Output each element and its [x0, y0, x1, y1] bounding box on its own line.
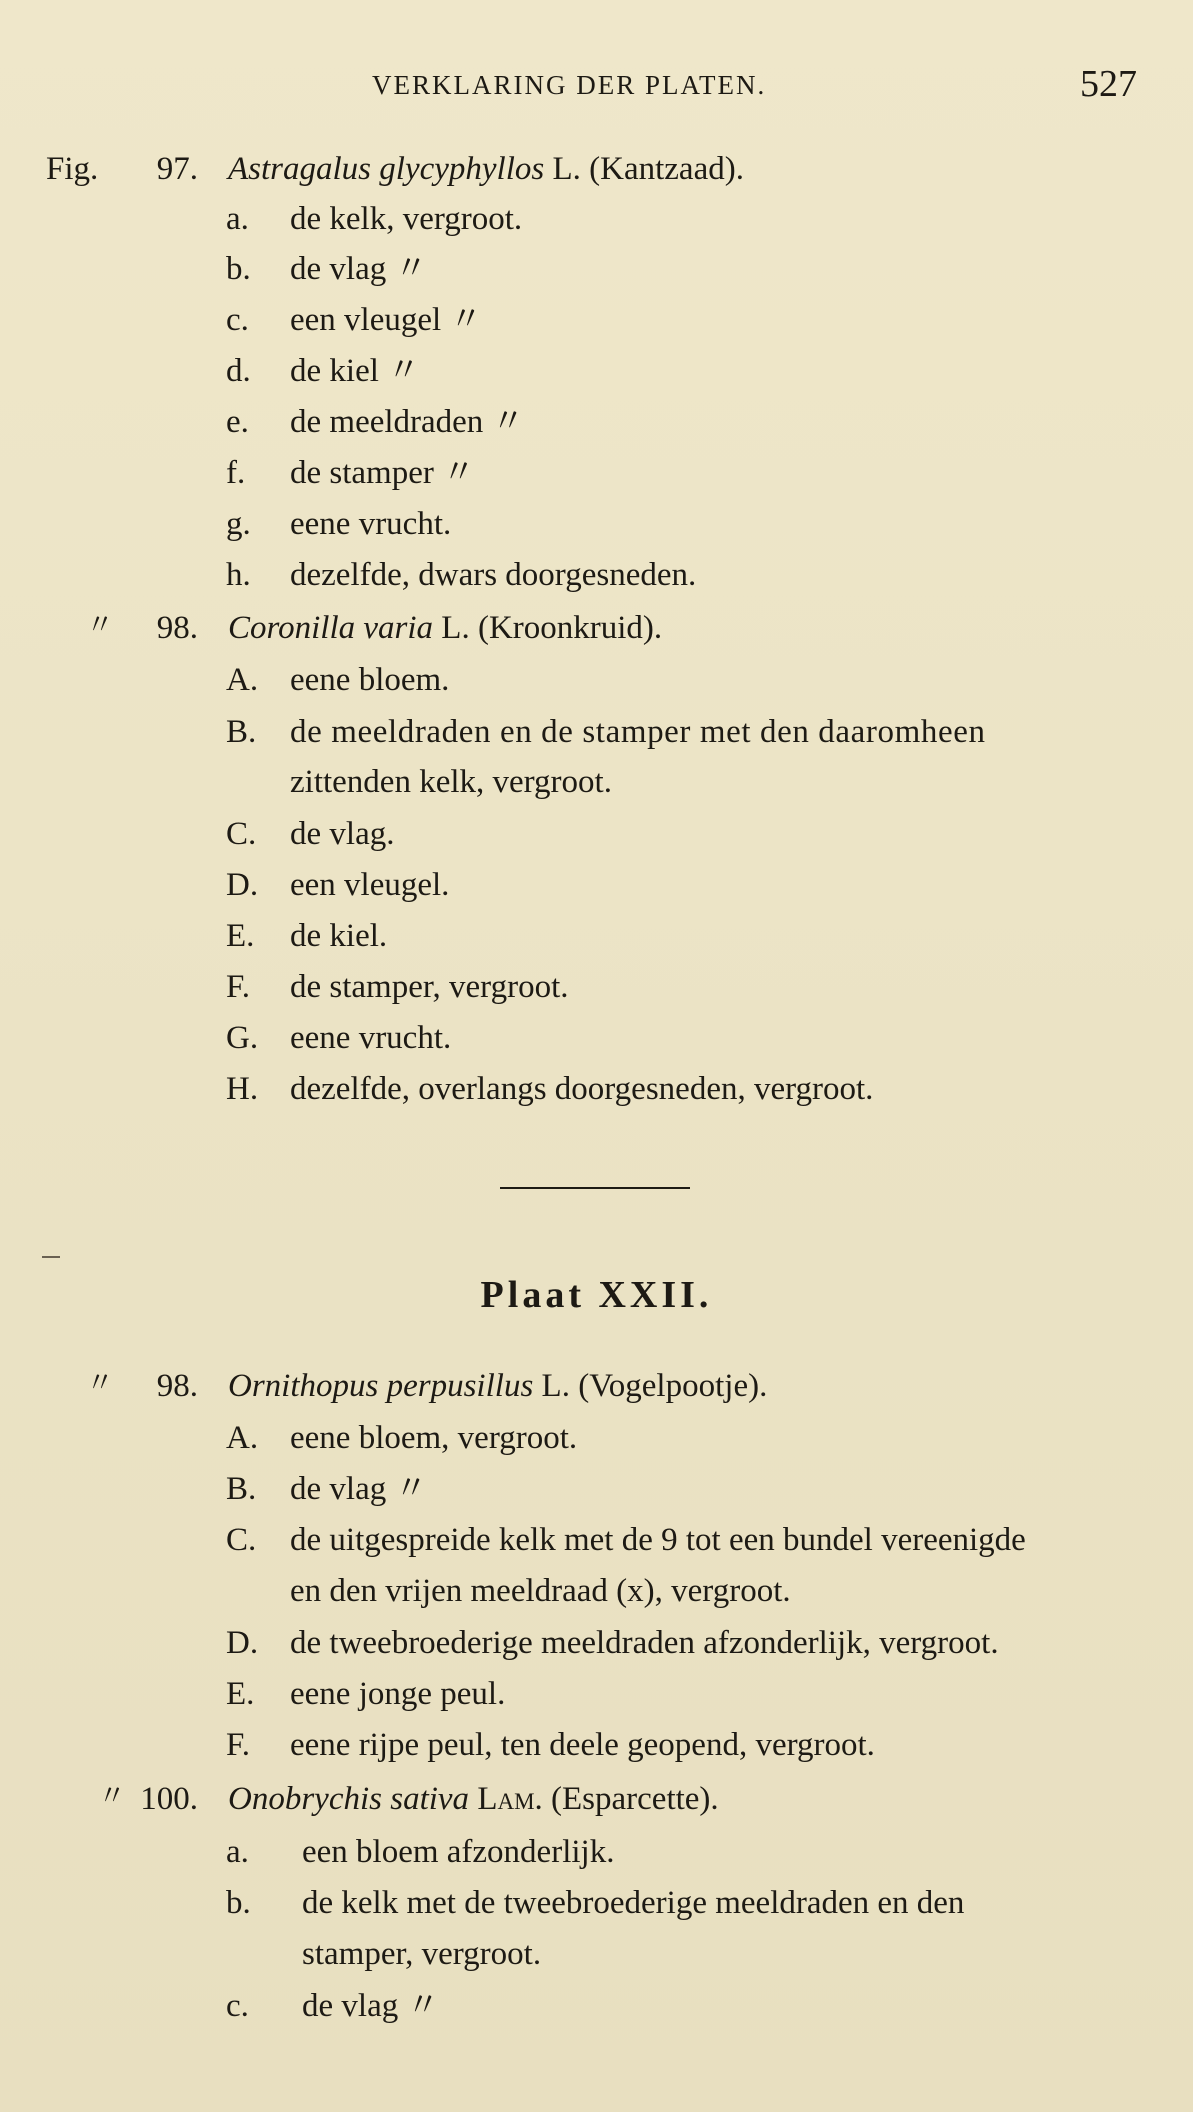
page-number: 527	[1080, 63, 1137, 105]
fig-number: 98.	[156, 610, 198, 646]
species-author: L.	[552, 151, 581, 187]
fig-number: 100.	[140, 1781, 198, 1817]
species-author: Lam.	[477, 1781, 543, 1817]
species-name: Coronilla varia	[228, 610, 434, 646]
species-name: Astragalus glycyphyllos	[228, 151, 545, 187]
fig-title	[228, 1370, 767, 1403]
fig-number: 97.	[156, 151, 198, 187]
fig-title	[228, 153, 744, 186]
ditto-mark: 〃	[86, 610, 115, 641]
common-name: (Kroonkruid).	[477, 610, 663, 646]
plate-heading: Plaat XXII.	[480, 1274, 713, 1316]
fig-number: 98.	[156, 1368, 198, 1404]
common-name: (Kantzaad).	[589, 151, 744, 187]
species-name: Ornithopus perpusillus	[228, 1368, 534, 1404]
margin-mark	[42, 1256, 60, 1258]
species-author: L.	[441, 610, 470, 646]
ditto-mark: 〃	[98, 1781, 127, 1812]
section-divider	[500, 1187, 690, 1189]
ditto-mark: 〃	[86, 1368, 115, 1399]
fig-title	[228, 612, 662, 645]
common-name: (Vogelpootje).	[578, 1368, 768, 1404]
species-author: L.	[541, 1368, 570, 1404]
page-header	[0, 62, 1193, 112]
species-name: Onobrychis sativa	[228, 1781, 470, 1817]
book-page: VERKLARING DER PLATEN. 527 Fig. 97. Astragalus glycyphyllos L. (Kantzaad). a. de kelk, vergroot. b. de vlag 〃 c. een vleugel 〃 d. de kiel 〃 e. de meeldraden 〃 f. de stamper 〃 g. eene vrucht. h. dezelfde, dwars doorgesneden. 〃 98. Coronilla varia L. (Kroonkruid). A. eene bloem. B. de meeldraden en de stamper met den daaromheen zittenden kelk, vergroot. C. de vlag. D. een vleugel. E. de kiel. F. de stamper, vergroot. G. eene vrucht. H. dezelfde, overlangs doorgesneden, vergroot. Plaat XXII. 〃 98. Ornithopus perpusillus L. (Vogelpootje). A. eene bloem, vergroot. B. de vlag 〃 C. de uitgespreide kelk met de 9 tot een bundel vereenigde en den vrijen meeldraad (x), vergroot. D. de tweebroederige meeldraden afzonderlijk, vergroot. E. eene jonge peul. F. eene rijpe peul, ten deele geopend, vergroot. 〃 100. Onobrychis sativa Lam. (Esparcette). a. een bloem afzonderlijk. b. de kelk met de tweebroederige meeldraden en den stamper, vergroot. c. de vlag 〃	[0, 0, 1193, 2112]
running-head: VERKLARING DER PLATEN.	[372, 70, 767, 100]
fig-label: Fig.	[46, 151, 99, 187]
fig-title	[228, 1783, 719, 1816]
common-name: (Esparcette).	[551, 1781, 719, 1817]
